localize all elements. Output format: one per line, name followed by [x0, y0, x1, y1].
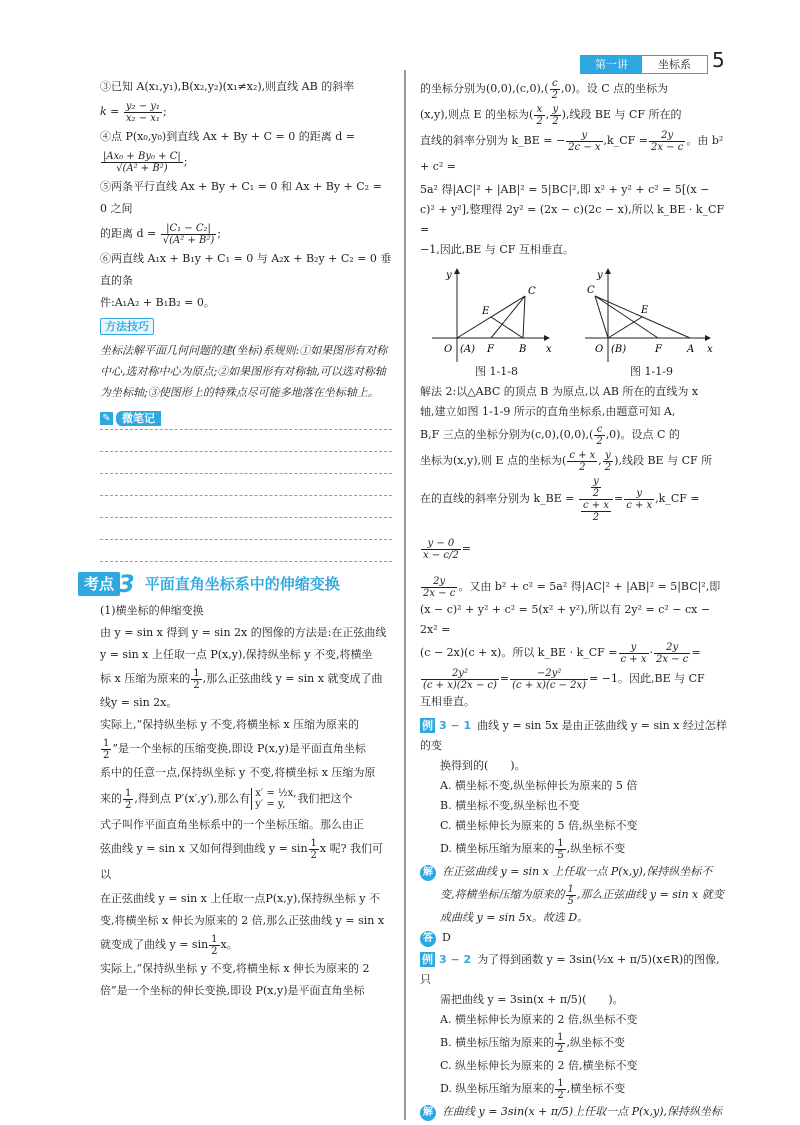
item-5-line2: 的距离 d = $\frac{\text{|C₁ − C₂|}}{\text{√(A² + B²)}}$ ;: [100, 222, 221, 246]
note-line[interactable]: [100, 451, 392, 473]
paragraph-line: c)² + y²],整理得 2y² = (2x − c)(2c − x),所以 k_BE · k_CF =: [420, 203, 725, 236]
paragraph-line: 变,将横坐标 x 伸长为原来的 2 倍,那么正弦曲线 y = sin x: [100, 914, 385, 927]
segment-CA: [595, 296, 690, 338]
label-A: (A): [459, 344, 475, 355]
note-line[interactable]: [100, 539, 392, 561]
label-C: C: [586, 285, 595, 296]
figure-2-caption: 图 1-1-9: [630, 365, 673, 378]
paragraph-line: 轴,建立如图 1-1-9 所示的直角坐标系,由题意可知 A,: [420, 405, 676, 418]
figure-2-block: [585, 266, 719, 380]
example-3-1: [420, 716, 730, 948]
note-line[interactable]: [100, 495, 392, 517]
solution-badge: 解: [420, 1105, 436, 1121]
question-line: 换得到的( )。: [440, 759, 526, 772]
section-label: 坐标系: [642, 56, 707, 73]
y-arrow-icon: [454, 268, 460, 274]
segment-BE: [608, 317, 642, 338]
distance-fraction: $\frac{\text{|Ax₀ + By₀ + C|}}{\text{√(A² + B²)}}$: [103, 150, 181, 174]
pencil-icon: ✎: [100, 412, 113, 425]
paragraph-line: 直线的斜率分别为 k_BE = − $\frac{y}{2c - x}$ ,k_CF = $\frac{2y}{2x - c}$ 。由 b² + c² =: [420, 129, 724, 173]
label-C: C: [527, 286, 536, 297]
item-4-line1: ④点 P(x₀,y₀)到直线 Ax + By + C = 0 的距离 d =: [100, 130, 355, 143]
topic-number: 3: [118, 570, 135, 598]
solution-line: 解 在曲线 y = 3sin(x + π/5)上任取一点 P(x,y),保持纵坐标: [420, 1102, 730, 1122]
paragraph-line: 坐标为(x,y),则 E 点的坐标为( $\frac{c + x}{2}$ , $\frac{y}{2}$ ),线段 BE 与 CF 所: [420, 449, 713, 473]
segment-CB: [595, 296, 608, 338]
option-A[interactable]: A. 横坐标不变,纵坐标伸长为原来的 5 倍: [440, 779, 638, 792]
example-3-2: [420, 950, 730, 1122]
solution-line: 成曲线 y = sin 5x。故选 D。: [440, 911, 589, 924]
topic-badge: 考点: [78, 572, 120, 596]
figure-1-block: [432, 266, 562, 380]
label-x: x: [545, 344, 552, 355]
item-6-line2: 件:A₁A₂ + B₁B₂ = 0。: [100, 296, 215, 309]
column-divider: [404, 70, 406, 1120]
option-B[interactable]: B. 横坐标不变,纵坐标也不变: [440, 799, 580, 812]
topic-body: [100, 600, 392, 1002]
figure-1-caption: 图 1-1-8: [475, 365, 518, 378]
note-line[interactable]: [100, 473, 392, 495]
option-B[interactable]: B. 横坐标压缩为原来的 $\frac{1}{2}$ ,纵坐标不变: [440, 1031, 625, 1055]
equation-system: x′ = ½x, y′ = y,: [251, 788, 296, 810]
paragraph-line: 在的直线的斜率分别为 k_BE = $\frac{\frac{y}{2}}{\frac{c + x}{2}}$ = $\frac{y}{c + x}$ ,k_CF = $\frac{y - 0}{x - c/2}$ =: [420, 475, 700, 561]
paragraph-line: 解法 2:以△ABC 的顶点 B 为原点,以 AB 所在的直线为 x: [420, 385, 699, 398]
note-line[interactable]: [100, 517, 392, 539]
note-line[interactable]: [100, 561, 392, 566]
chapter-header: [580, 55, 708, 74]
answer-line: [420, 928, 730, 948]
figure-1-1-9: [585, 266, 719, 364]
label-y: y: [596, 270, 603, 281]
label-x: x: [706, 344, 713, 355]
option-A[interactable]: A. 横坐标伸长为原来的 2 倍,纵坐标不变: [440, 1013, 638, 1026]
example-badge: 例: [422, 719, 433, 732]
label-F: F: [654, 344, 662, 355]
y-arrow-icon: [605, 268, 611, 274]
note-line[interactable]: [100, 429, 392, 451]
item-3-line1: ③已知 A(x₁,y₁),B(x₂,y₂)(x₁≠x₂),则直线 AB 的斜率: [100, 80, 355, 93]
x-arrow-icon: [544, 335, 550, 341]
item-6-line1: ⑥两直线 A₁x + B₁y + C₁ = 0 与 A₂x + B₂y + C₂ = 0 垂直的条: [100, 252, 392, 287]
label-y: y: [445, 270, 452, 281]
method-tag: 方法技巧: [100, 318, 154, 335]
notes-label: 微笔记: [116, 411, 161, 426]
question-line: 例 3 − 1 曲线 y = sin 5x 是由正弦曲线 y = sin x 经过怎样的变: [420, 719, 727, 752]
paragraph-line: 就变成了曲线 y = sin $\frac{1}{2}$ x。: [100, 933, 238, 957]
notes-header: [100, 411, 392, 426]
option-C[interactable]: C. 纵坐标伸长为原来的 2 倍,横坐标不变: [440, 1059, 638, 1072]
right-column: [420, 76, 730, 1122]
paragraph-line: (x,y),则点 E 的坐标为( $\frac{x}{2}$ , $\frac{y}{2}$ ),线段 BE 与 CF 所在的: [420, 103, 682, 127]
option-C[interactable]: C. 横坐标伸长为原来的 5 倍,纵坐标不变: [440, 819, 638, 832]
paragraph-line: 弦曲线 y = sin x 又如何得到曲线 y = sin $\frac{1}{2}$ x 呢? 我们可以: [100, 837, 384, 881]
solution-line: 变,将横坐标压缩为原来的 $\frac{1}{5}$ ,那么正弦曲线 y = sin x 就变: [440, 883, 724, 907]
paragraph-line: 来的 $\frac{1}{2}$ ,得到点 P′(x′,y′),那么有 x′ = ½x, y′ = y, 我们把这个: [100, 787, 353, 811]
question-line: 例 3 − 2 为了得到函数 y = 3sin(½x + π/5)(x∈R)的图像,只: [420, 953, 720, 986]
example-number: 3 − 1: [439, 719, 472, 732]
paragraph-line: 互相垂直。: [420, 695, 475, 708]
segment-CB: [523, 296, 525, 338]
paragraph-line: B,F 三点的坐标分别为(c,0),(0,0),( $\frac{c}{2}$ ,0)。设点 C 的: [420, 423, 680, 447]
answer-value: D: [442, 931, 451, 944]
label-F: F: [486, 344, 494, 355]
paragraph-line: 在正弦曲线 y = sin x 上任取一点P(x,y),保持纵坐标 y 不: [100, 892, 380, 905]
paragraph-line: 由 y = sin x 得到 y = sin 2x 的图像的方法是:在正弦曲线: [100, 626, 387, 639]
paragraph-line: 式子叫作平面直角坐标系中的一个坐标压缩。那么由正: [100, 818, 364, 831]
subheading: (1)横坐标的伸缩变换: [100, 604, 204, 617]
option-D[interactable]: D. 横坐标压缩为原来的 $\frac{1}{5}$ ,纵坐标不变: [440, 837, 626, 861]
label-O: O: [443, 344, 452, 355]
example-badge: 例: [422, 953, 433, 966]
label-E: E: [640, 305, 648, 316]
figure-1-1-8: [432, 266, 562, 364]
figures-row: [420, 266, 730, 380]
segment-EB: [491, 317, 523, 338]
example-number: 3 − 2: [439, 953, 472, 966]
label-O: O: [594, 344, 603, 355]
answer-badge: 答: [420, 931, 436, 947]
method-text: 坐标法解平面几何问题的建(坐标)系规则:①如果图形有对称中心,选对称中心为原点;②如果图形有对称轴,可以选对称轴为坐标轴;③使图形上的特殊点尽可能多地落在坐标轴上。: [100, 344, 388, 399]
paragraph-line: 的坐标分别为(0,0),(c,0),( $\frac{c}{2}$ ,0)。设 C 点的坐标为: [420, 77, 669, 101]
label-B: (B): [610, 344, 626, 355]
segment-CF: [595, 296, 658, 338]
paragraph-line: $\frac{\text{2y²}}{(c + x)(2x - c)}$ = $\frac{\text{−2y²}}{(c + x)(c - 2x)}$ = −1。因此,BE 与 CF: [423, 667, 705, 691]
solution-line: 解 在正弦曲线 y = sin x 上任取一点 P(x,y),保持纵坐标不: [420, 862, 730, 882]
paragraph-line: 线y = sin 2x。: [100, 696, 178, 709]
solution-badge: 解: [420, 865, 436, 881]
paragraph-line: 5a² 得|AC|² + |AB|² = 5|BC|²,即 x² + y² + c² = 5[(x −: [420, 183, 710, 196]
question-line: 需把曲线 y = 3sin(x + π/5)( )。: [440, 993, 624, 1006]
option-D[interactable]: D. 纵坐标压缩为原来的 $\frac{1}{2}$ ,横坐标不变: [440, 1077, 626, 1101]
x-arrow-icon: [705, 335, 711, 341]
item-4-line2: $\frac{\text{|Ax₀ + By₀ + C|}}{\text{√(A² + B²)}}$ ;: [103, 150, 188, 174]
item-5-line1: ⑤两条平行直线 Ax + By + C₁ = 0 和 Ax + By + C₂ = 0 之间: [100, 180, 382, 215]
paragraph-line: (c − 2x)(c + x)。所以 k_BE · k_CF = $\frac{y}{c + x}$ · $\frac{2y}{2x - c}$ =: [420, 641, 701, 665]
segment-FC: [491, 296, 525, 338]
left-column: [84, 76, 392, 1002]
parallel-distance-fraction: $\frac{\text{|C₁ − C₂|}}{\text{√(A² + B²)}}$: [162, 222, 215, 246]
paragraph-line: 实际上,“保持纵坐标 y 不变,将横坐标 x 压缩为原来的: [100, 718, 360, 731]
paragraph-line: $\frac{2y}{2x - c}$ 。又由 b² + c² = 5a² 得|AC|² + |AB|² = 5|BC|²,即: [423, 575, 721, 599]
paragraph-line: (x − c)² + y² + c² = 5(x² + y²),所以有 2y² = c² − cx − 2x² =: [420, 603, 711, 636]
slope-fraction: $\frac{\text{y₂ − y₁}}{\text{x₂ − x₁}}$: [125, 100, 160, 124]
notes-area: [100, 429, 392, 566]
label-E: E: [481, 306, 489, 317]
chapter-label: 第一讲: [581, 56, 642, 73]
paragraph-line: y = sin x 上任取一点 P(x,y),保持纵坐标 y 不变,将横坐: [100, 648, 373, 661]
solution-2: [420, 382, 730, 712]
paragraph-line: 实际上,“保持纵坐标 y 不变,将横坐标 x 伸长为原来的 2: [100, 962, 370, 975]
label-B: B: [518, 344, 526, 355]
topic-heading: [78, 572, 392, 596]
paragraph-line: −1,因此,BE 与 CF 互相垂直。: [420, 243, 574, 256]
paragraph-line: 系中的任意一点,保持纵坐标 y 不变,将横坐标 x 压缩为原: [100, 766, 376, 779]
topic-title: 平面直角坐标系中的伸缩变换: [144, 575, 340, 593]
item-3-line2: k = $\frac{\text{y₂ − y₁}}{\text{x₂ − x₁}}$ ;: [100, 100, 167, 124]
label-A: A: [686, 344, 694, 355]
paragraph-line: 倍”是一个坐标的伸长变换,即设 P(x,y)是平面直角坐标: [100, 984, 365, 997]
method-tips: [100, 316, 392, 338]
paragraph-line: 标 x 压缩为原来的 $\frac{1}{2}$ ,那么正弦曲线 y = sin x 就变成了曲: [100, 667, 383, 691]
paragraph-line: $\frac{1}{2}$ ”是一个坐标的压缩变换,即设 P(x,y)是平面直角坐标: [103, 737, 366, 761]
page-number: 5: [712, 48, 725, 72]
